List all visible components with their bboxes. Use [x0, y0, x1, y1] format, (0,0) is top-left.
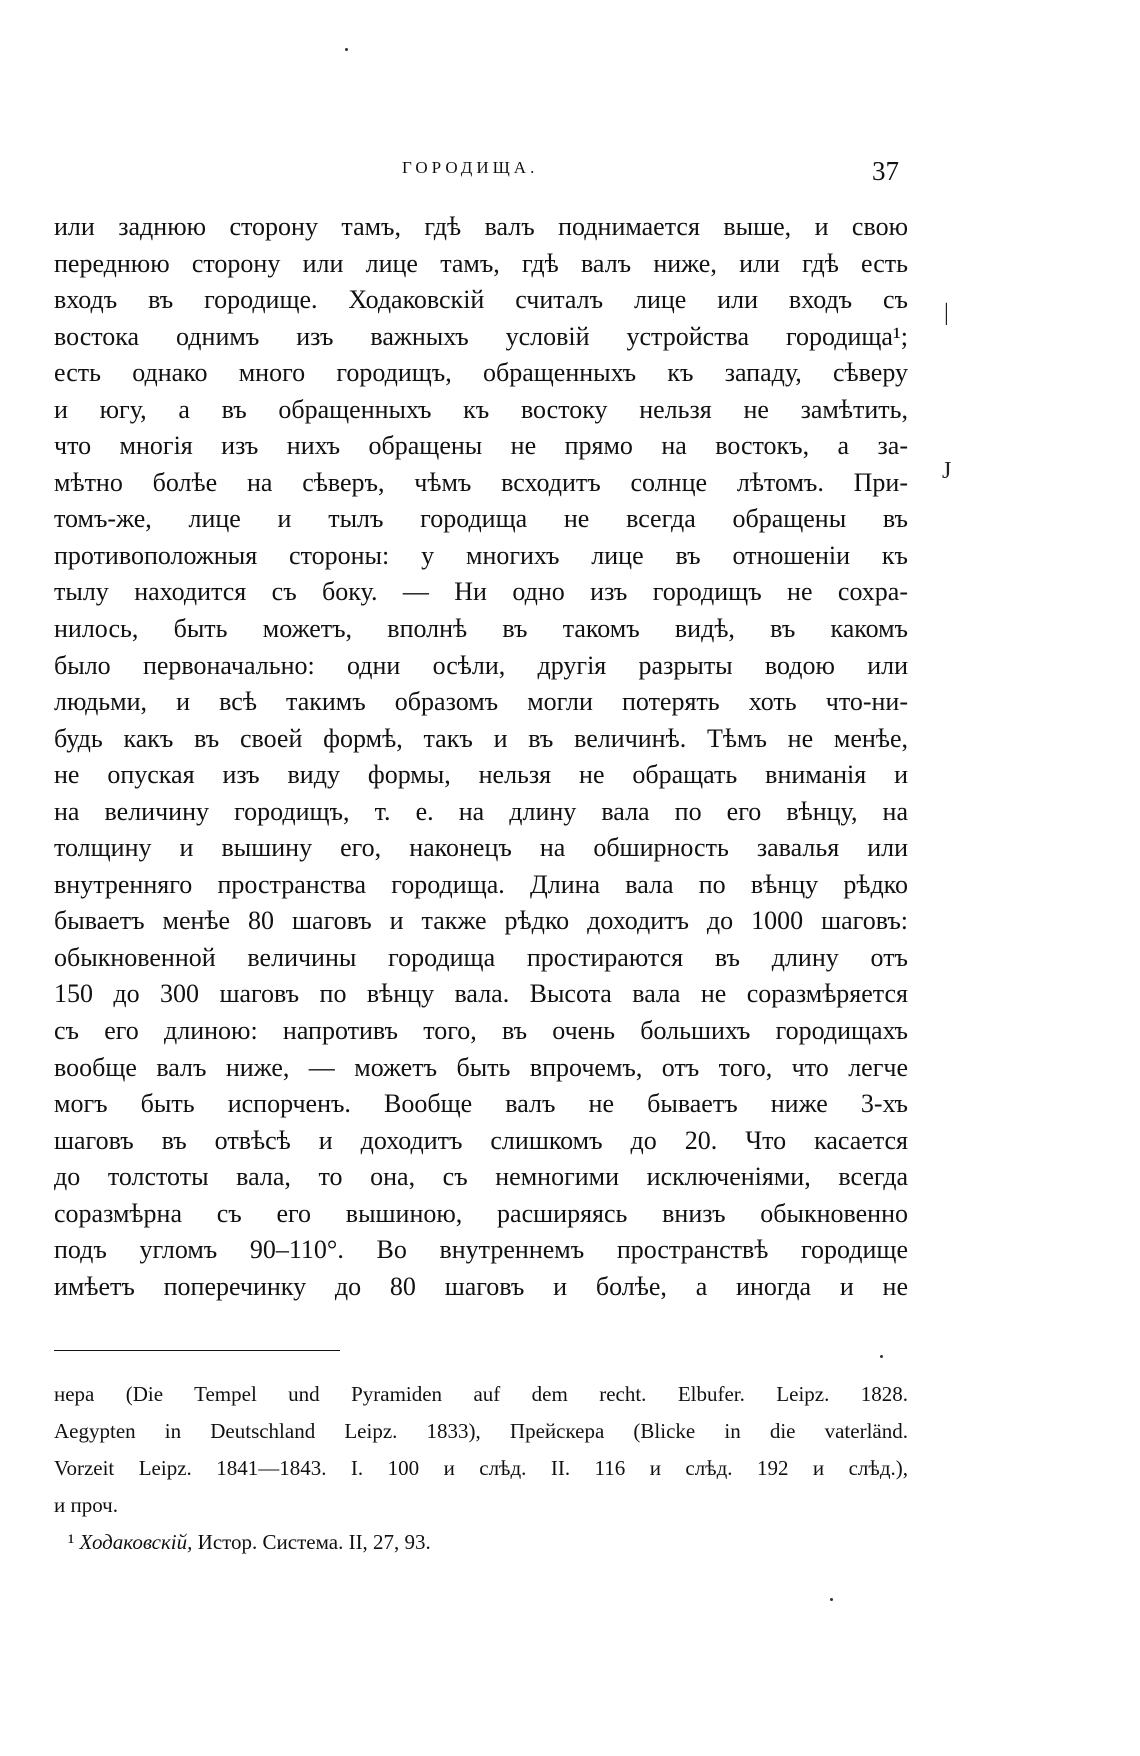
footnote-marker: ¹ [68, 1530, 75, 1554]
body-line: людьми, и всѣ такимъ образомъ могли потерять хоть что-ни- [54, 687, 908, 717]
body-line: переднюю сторону или лице тамъ, гдѣ валъ ниже, или гдѣ есть [54, 248, 908, 278]
ink-speck [880, 1355, 883, 1358]
footnote-divider [54, 1350, 340, 1351]
body-line: есть однако много городищъ, обращенныхъ къ западу, сѣверу [54, 358, 908, 388]
body-line: томъ-же, лице и тылъ городища не всегда обращены въ [54, 504, 908, 534]
footnote-citation: Истор. Система. II, 27, 93. [197, 1530, 431, 1554]
body-line: тылу находится съ боку. — Ни одно изъ городищъ не сохра- [54, 577, 908, 607]
body-line: бываетъ менѣе 80 шаговъ и также рѣдко доходитъ до 1000 шаговъ: [54, 906, 908, 936]
body-line: мѣтно болѣе на сѣверъ, чѣмъ всходитъ солнце лѣтомъ. При- [54, 467, 908, 497]
body-line: соразмѣрна съ его вышиною, расширяясь внизъ обыкновенно [54, 1198, 908, 1228]
body-line: или заднюю сторону тамъ, гдѣ валъ поднимается выше, и свою [54, 212, 908, 241]
body-line: могъ быть испорченъ. Вообще валъ не бываетъ ниже 3-хъ [54, 1089, 908, 1119]
body-line: вообще валъ ниже, — можетъ быть впрочемъ, отъ того, что легче [54, 1052, 908, 1082]
body-line: входъ въ городище. Ходаковскій считалъ лице или входъ съ [54, 285, 908, 315]
margin-pencil-mark: | [944, 300, 949, 326]
body-line: на величину городищъ, т. е. на длину вала по его вѣнцу, на [54, 796, 908, 826]
body-line: внутренняго пространства городища. Длина вала по вѣнцу рѣдко [54, 869, 908, 899]
footnotes [54, 1376, 908, 1561]
footnote-1 [54, 1524, 908, 1561]
body-line: толщину и вышину его, наконецъ на обширность завалья или [54, 833, 908, 863]
body-line: что многія изъ нихъ обращены не прямо на востокъ, а за- [54, 431, 908, 461]
footnote-line: Aegypten in Deutschland Leipz. 1833), Прейскера (Blicke in die vaterländ. [54, 1419, 908, 1443]
ink-speck [345, 48, 348, 51]
footnote-line: и проч. [54, 1493, 118, 1517]
body-line: востока однимъ изъ важныхъ условій устройства городища¹; [54, 321, 908, 351]
body-line: не опуская изъ виду формы, нельзя не обращать вниманія и [54, 760, 908, 790]
body-line: шаговъ въ отвѣсѣ и доходитъ слишкомъ до 20. Что касается [54, 1125, 908, 1155]
body-text [54, 209, 908, 1305]
body-line: будь какъ въ своей формѣ, такъ и въ величинѣ. Тѣмъ не менѣе, [54, 723, 908, 753]
body-line: имѣетъ поперечинку до 80 шаговъ и болѣе, а иногда и не [54, 1271, 908, 1301]
body-line: нилось, быть можетъ, вполнѣ въ такомъ видѣ, въ какомъ [54, 614, 908, 644]
ink-speck [830, 1598, 833, 1601]
margin-pencil-mark: J [942, 458, 952, 484]
body-line: и югу, а въ обращенныхъ къ востоку нельзя не замѣтить, [54, 394, 908, 424]
body-line: до толстоты вала, то она, съ немногими исключеніями, всегда [54, 1162, 908, 1192]
body-line: обыкновенной величины городища простираются въ длину отъ [54, 942, 908, 972]
running-head: ГОРОДИЩА. [402, 158, 539, 177]
page-number: 37 [872, 156, 899, 186]
footnote-line: Vorzeit Leipz. 1841—1843. I. 100 и слѣд. II. 116 и слѣд. 192 и слѣд.), [54, 1456, 908, 1480]
body-line: подъ угломъ 90–110°. Во внутреннемъ пространствѣ городище [54, 1235, 908, 1265]
body-line: противоположныя стороны: у многихъ лице въ отношеніи къ [54, 540, 908, 570]
footnote-line: нера (Die Tempel und Pyramiden auf dem recht. Elbufer. Leipz. 1828. [54, 1382, 908, 1406]
body-line: съ его длиною: напротивъ того, въ очень большихъ городищахъ [54, 1016, 908, 1046]
body-line: 150 до 300 шаговъ по вѣнцу вала. Высота вала не соразмѣряется [54, 979, 908, 1009]
body-line: было первоначально: одни осѣли, другія разрыты водою или [54, 650, 908, 680]
footnote-author: Ходаковскій, [79, 1530, 193, 1554]
